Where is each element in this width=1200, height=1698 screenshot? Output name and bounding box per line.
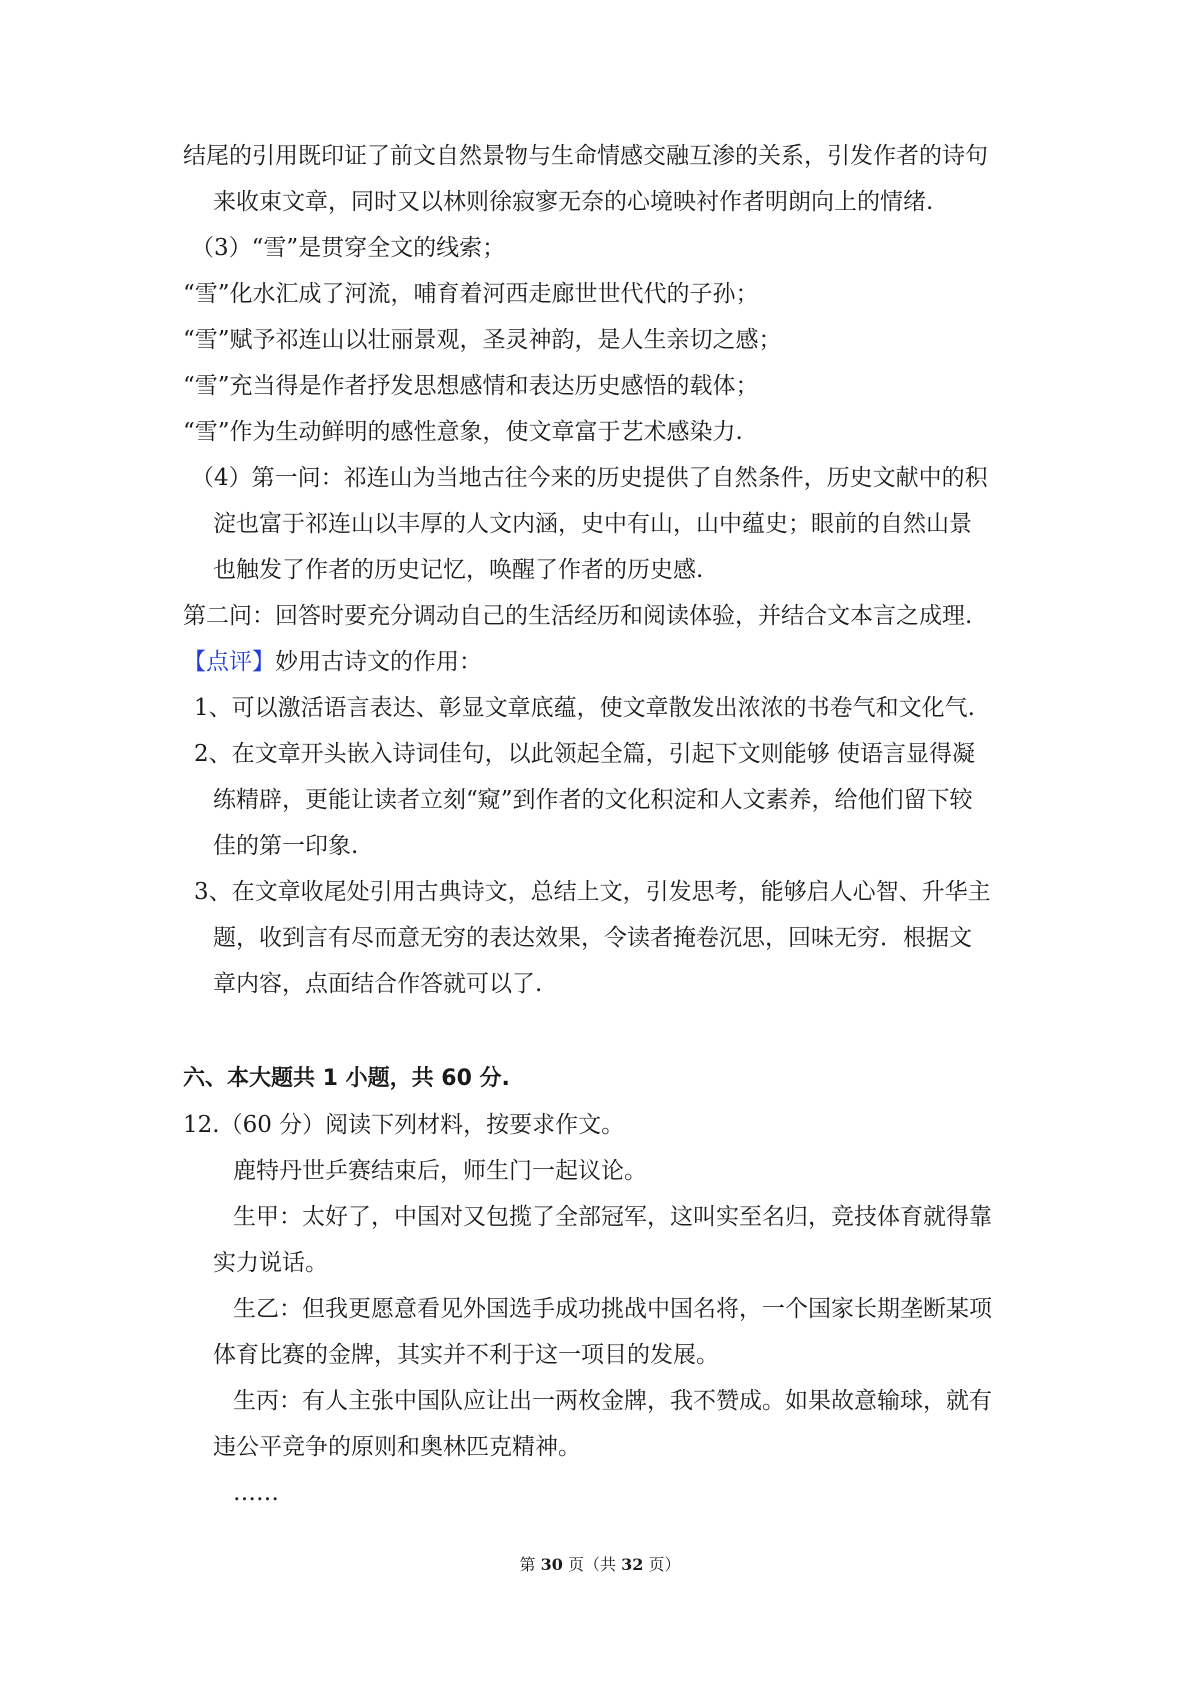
- question-12: 12.（60 分）阅读下列材料，按要求作文。: [183, 1112, 625, 1138]
- answer-line: “雪”赋予祁连山以壮丽景观，圣灵神韵，是人生亲切之感；: [183, 327, 782, 353]
- comment-item-cont: 题，收到言有尽而意无穷的表达效果，令读者掩卷沉思，回味无穷．根据文: [213, 925, 972, 951]
- answer-q4-second: 第二问：回答时要充分调动自己的生活经历和阅读体验，并结合文本言之成理.: [183, 603, 973, 629]
- comment-item-cont: 章内容，点面结合作答就可以了.: [213, 971, 543, 997]
- comment-item-cont: 佳的第一印象.: [213, 833, 359, 859]
- footer-middle: 页（共: [562, 1555, 622, 1574]
- material-line: 实力说话。: [213, 1250, 328, 1276]
- answer-q3-heading: （3）“雪”是贯穿全文的线索；: [191, 235, 506, 261]
- answer-line: “雪”作为生动鲜明的感性意象，使文章富于艺术感染力.: [183, 419, 743, 445]
- page-footer: [0, 1554, 1200, 1576]
- comment-item: 1、可以激活语言表达、彰显文章底蕴，使文章散发出浓浓的书卷气和文化气.: [194, 695, 975, 721]
- footer-suffix: 页）: [643, 1555, 681, 1574]
- answer-line: 来收束文章，同时又以林则徐寂寥无奈的心境映衬作者明朗向上的情绪.: [213, 189, 934, 215]
- footer-total-pages: 32: [621, 1555, 644, 1574]
- material-line: 生甲：太好了，中国对又包揽了全部冠军，这叫实至名归，竞技体育就得靠: [233, 1204, 992, 1230]
- answer-q4-line: 也触发了作者的历史记忆，唤醒了作者的历史感.: [213, 557, 704, 583]
- comment-intro-line: [183, 647, 482, 677]
- answer-line: 结尾的引用既印证了前文自然景物与生命情感交融互渗的关系，引发作者的诗句: [183, 143, 988, 169]
- answer-line: “雪”化水汇成了河流，哺育着河西走廊世世代代的子孙；: [183, 281, 759, 307]
- section-heading: 六、本大题共 1 小题，共 60 分.: [183, 1066, 510, 1091]
- comment-intro: 妙用古诗文的作用：: [275, 649, 482, 675]
- footer-prefix: 第: [519, 1555, 541, 1574]
- material-line: 体育比赛的金牌，其实并不利于这一项目的发展。: [213, 1342, 719, 1368]
- answer-q4-line: （4）第一问：祁连山为当地古往今来的历史提供了自然条件，历史文献中的积: [191, 465, 988, 491]
- comment-item-cont: 练精辟，更能让读者立刻“窥”到作者的文化积淀和人文素养，给他们留下较: [213, 787, 973, 813]
- footer-page-number: 30: [540, 1555, 563, 1574]
- material-line: 违公平竞争的原则和奥林匹克精神。: [213, 1434, 581, 1460]
- comment-item: 2、在文章开头嵌入诗词佳句，以此领起全篇，引起下文则能够 使语言显得凝: [194, 741, 975, 767]
- answer-q4-line: 淀也富于祁连山以丰厚的人文内涵，史中有山，山中蕴史；眼前的自然山景: [213, 511, 972, 537]
- material-line: 生丙：有人主张中国队应让出一两枚金牌，我不赞成。如果故意输球，就有: [233, 1388, 992, 1414]
- answer-line: “雪”充当得是作者抒发思想感情和表达历史感悟的载体；: [183, 373, 759, 399]
- material-intro: 鹿特丹世乒赛结束后，师生门一起议论。: [233, 1158, 647, 1184]
- comment-item: 3、在文章收尾处引用古典诗文，总结上文，引发思考，能够启人心智、升华主: [194, 879, 991, 905]
- material-line: 生乙：但我更愿意看见外国选手成功挑战中国名将，一个国家长期垄断某项: [233, 1296, 992, 1322]
- comment-tag: 【点评】: [183, 649, 275, 675]
- material-ellipsis: ……: [233, 1480, 279, 1506]
